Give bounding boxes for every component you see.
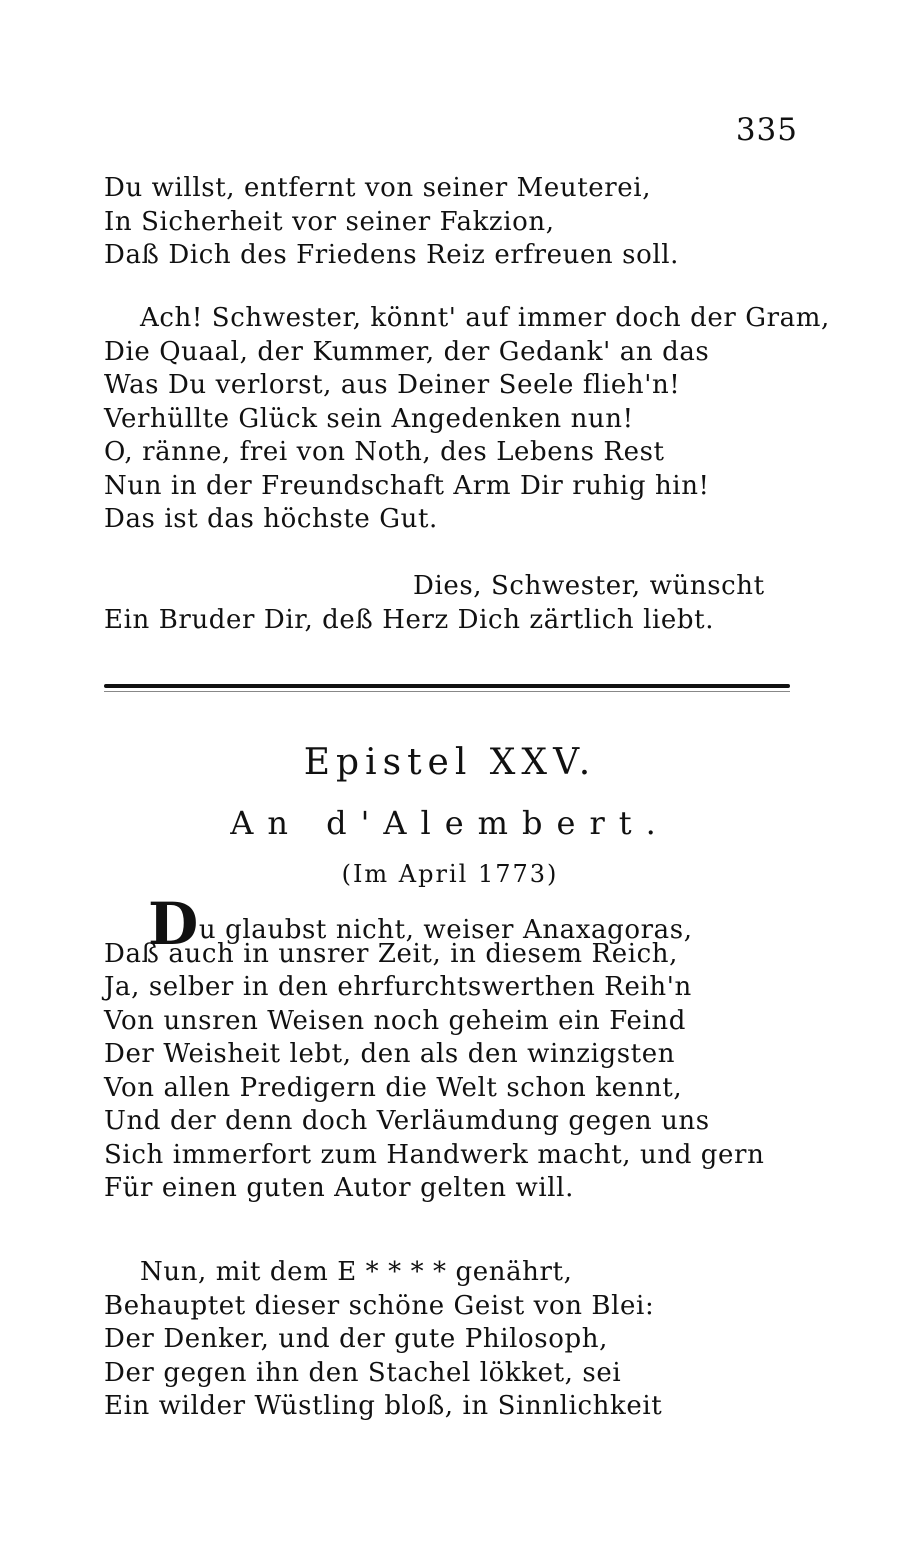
verse-line: Der Weisheit lebt, den als den winzigsten — [104, 1039, 676, 1069]
drop-cap: D — [148, 890, 199, 958]
closing-line: Ein Bruder Dir, deß Herz Dich zärtlich liebt. — [104, 604, 715, 635]
epistle-date: (Im April 1773) — [341, 860, 559, 888]
verse-line: Von allen Predigern die Welt schon kennt, — [104, 1072, 683, 1103]
verse-line: Die Quaal, der Kummer, der Gedank' an das — [104, 336, 710, 367]
verse-line: Nun in der Freundschaft Arm Dir ruhig hin! — [104, 470, 710, 501]
verse-line: Ja, selber in den ehrfurchtswerthen Reih'n — [104, 972, 692, 1002]
verse-line: Nun, mit dem E * * * * genährt, — [140, 1257, 573, 1287]
verse-line: Der Denker, und der gute Philosoph, — [104, 1324, 608, 1354]
verse-line: Und der denn doch Verläumdung gegen uns — [104, 1106, 710, 1136]
page-number: 335 — [735, 112, 798, 148]
verse-line: Von unsren Weisen noch geheim ein Feind — [104, 1005, 686, 1036]
verse-line: Für einen guten Autor gelten will. — [104, 1173, 574, 1203]
verse-line: In Sicherheit vor seiner Fakzion, — [104, 206, 555, 237]
section-divider — [104, 684, 790, 688]
stanza-1 — [104, 172, 804, 273]
verse-line: Behauptet dieser schöne Geist von Blei: — [104, 1290, 655, 1321]
epistle-subtitle: An d'Alembert. — [230, 804, 670, 842]
verse-line: Daß Dich des Friedens Reiz erfreuen soll. — [104, 240, 680, 270]
verse-line: Du willst, entfernt von seiner Meuterei, — [104, 173, 652, 203]
verse-line: Sich immerfort zum Handwerk macht, und gern — [104, 1139, 765, 1170]
verse-line: Ein wilder Wüstling bloß, in Sinnlichkeit — [104, 1391, 663, 1421]
verse-line: Verhüllte Glück sein Angedenken nun! — [104, 403, 634, 434]
verse-line: Der gegen ihn den Stachel lökket, sei — [104, 1357, 622, 1388]
verse-line: Das ist das höchste Gut. — [104, 504, 438, 534]
verse-line: Was Du verlorst, aus Deiner Seele flieh'n! — [104, 370, 681, 400]
verse-line: Ach! Schwester, könnt' auf immer doch der Gram, — [140, 303, 830, 333]
closing-line: Dies, Schwester, wünscht — [413, 571, 765, 601]
verse-line: Daß auch in unsrer Zeit, in diesem Reich, — [104, 938, 678, 969]
stanza-2 — [104, 302, 830, 537]
epistle-title: Epistel XXV. — [303, 742, 597, 783]
poem-stanza-2 — [104, 1256, 804, 1424]
verse-line: O, ränne, frei von Noth, des Lebens Rest — [104, 437, 665, 467]
closing-lines — [104, 570, 804, 637]
first-line-text: u glaubst nicht, weiser Anaxagoras, — [198, 915, 693, 945]
poem-stanza-1 — [104, 890, 804, 1206]
